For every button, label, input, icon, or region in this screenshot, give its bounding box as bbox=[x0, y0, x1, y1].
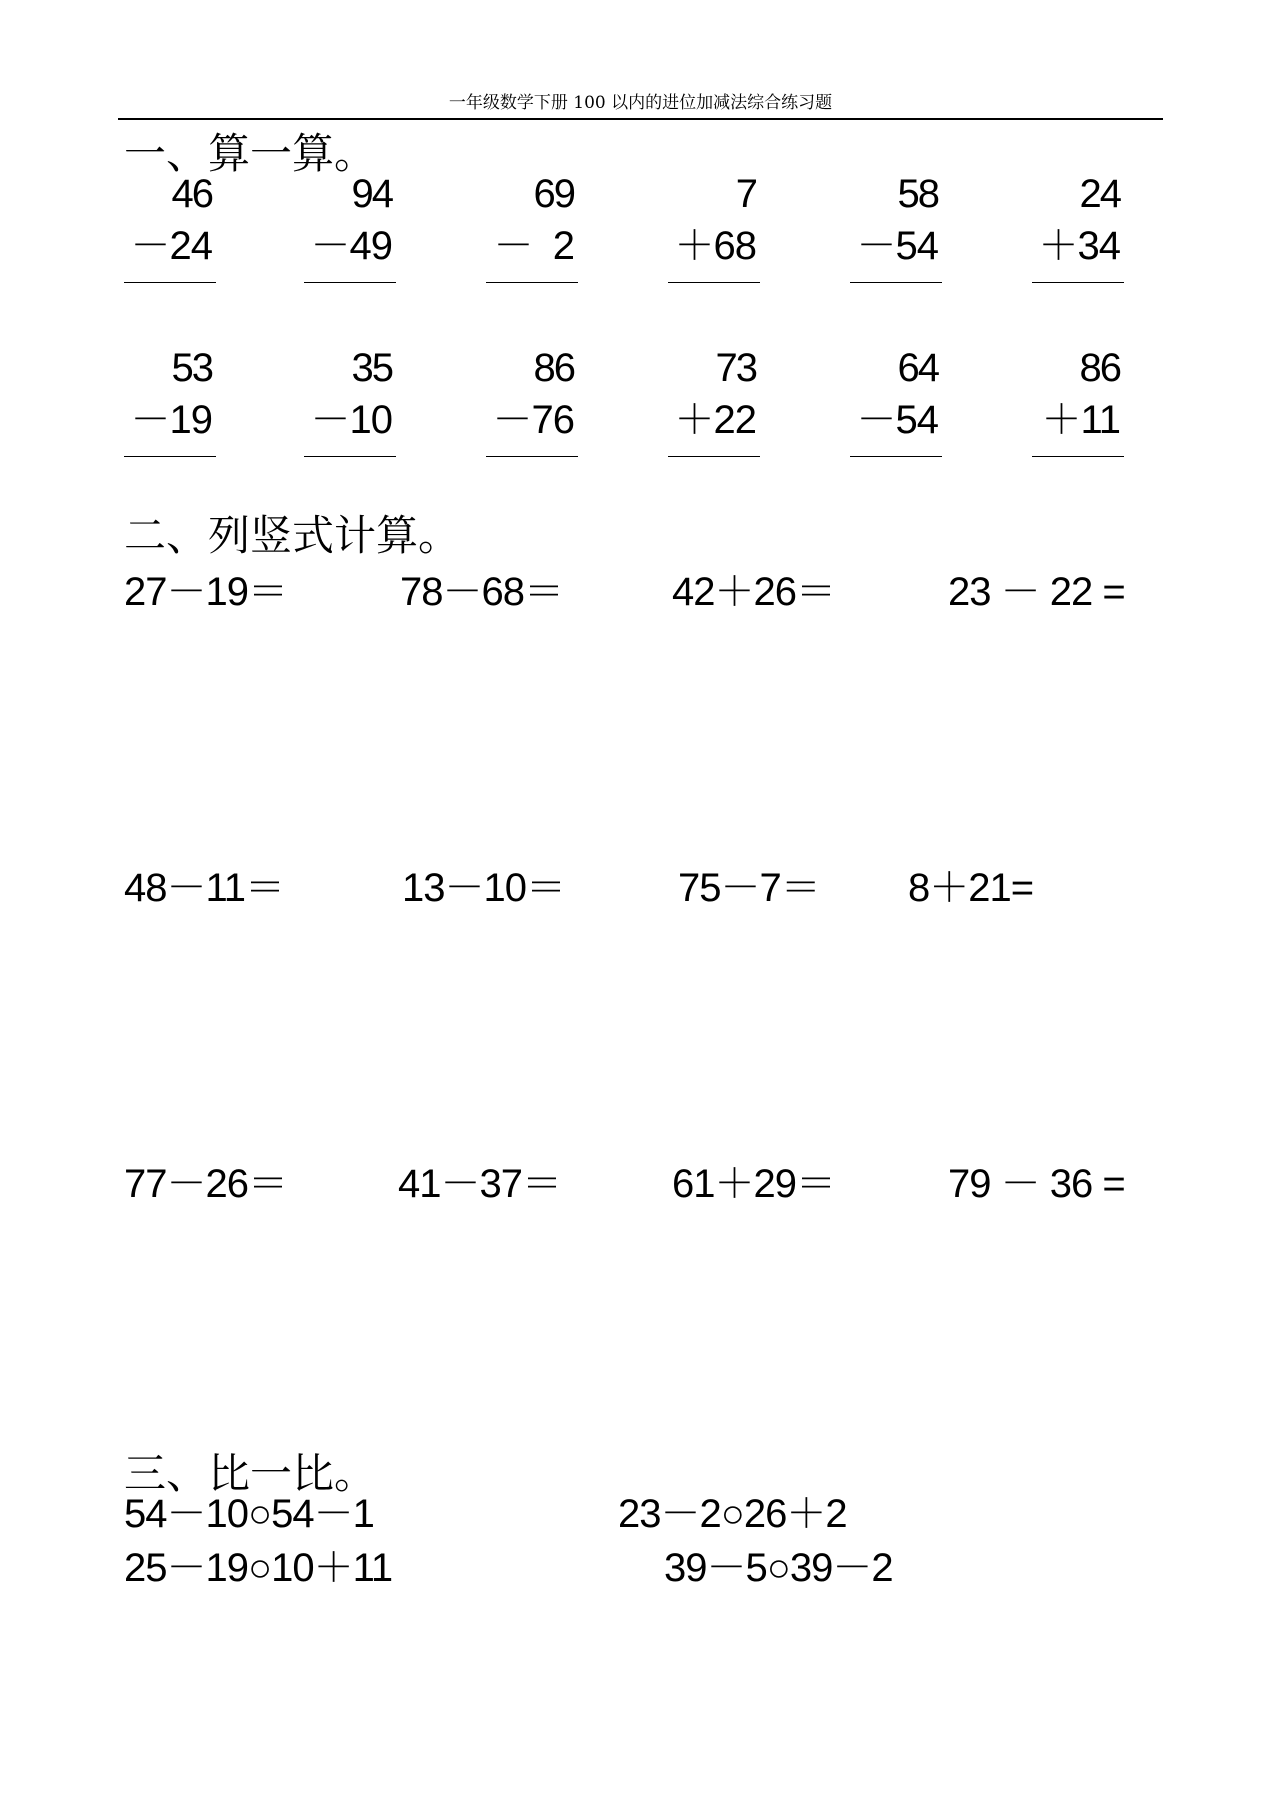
section-title-2: 二、列竖式计算。 bbox=[124, 511, 461, 560]
answer-line bbox=[304, 282, 396, 283]
problem-bottom-operand: －76 bbox=[492, 398, 574, 442]
problem-bottom-operand: －19 bbox=[130, 398, 212, 442]
page-header: 一年级数学下册 100 以内的进位加减法综合练习题 bbox=[118, 92, 1163, 120]
answer-line bbox=[850, 456, 942, 457]
problem-bottom-operand: ＋11 bbox=[1041, 398, 1120, 442]
vertical-problem-7 bbox=[120, 344, 220, 464]
comparison-4: 39－5○39－2 bbox=[664, 1546, 893, 1590]
equation-4: 23 － 22 = bbox=[948, 570, 1125, 614]
problem-bottom-operand: － 2 bbox=[493, 224, 574, 268]
problem-bottom-operand: －49 bbox=[310, 224, 392, 268]
problem-bottom-operand: ＋68 bbox=[674, 224, 756, 268]
problem-top-number: 35 bbox=[351, 346, 392, 390]
equation-1: 27－19＝ bbox=[124, 570, 287, 614]
vertical-problem-1 bbox=[120, 170, 220, 290]
answer-line bbox=[486, 456, 578, 457]
vertical-problem-3 bbox=[482, 170, 582, 290]
section-title-3: 三、比一比。 bbox=[124, 1449, 377, 1498]
answer-line bbox=[304, 456, 396, 457]
problem-bottom-operand: －10 bbox=[310, 398, 392, 442]
equation-7: 75－7＝ bbox=[678, 866, 820, 910]
vertical-problem-4 bbox=[664, 170, 764, 290]
answer-line bbox=[486, 282, 578, 283]
vertical-problem-10 bbox=[664, 344, 764, 464]
problem-top-number: 46 bbox=[171, 172, 212, 216]
equation-12: 79 － 36 = bbox=[948, 1162, 1125, 1206]
problem-top-number: 86 bbox=[1079, 346, 1120, 390]
comparison-2: 23－2○26＋2 bbox=[618, 1492, 847, 1536]
problem-top-number: 64 bbox=[897, 346, 938, 390]
equation-10: 41－37＝ bbox=[398, 1162, 561, 1206]
section-title-1: 一、算一算。 bbox=[124, 129, 377, 178]
answer-line bbox=[850, 282, 942, 283]
problem-top-number: 7 bbox=[735, 172, 756, 216]
equation-8: 8＋21= bbox=[908, 866, 1034, 910]
problem-top-number: 94 bbox=[351, 172, 392, 216]
comparison-3: 25－19○10＋11 bbox=[124, 1546, 393, 1590]
answer-line bbox=[668, 282, 760, 283]
problem-top-number: 24 bbox=[1079, 172, 1120, 216]
answer-line bbox=[1032, 282, 1124, 283]
equation-6: 13－10＝ bbox=[402, 866, 565, 910]
problem-bottom-operand: ＋22 bbox=[674, 398, 756, 442]
answer-line bbox=[668, 456, 760, 457]
vertical-problem-6 bbox=[1028, 170, 1128, 290]
problem-top-number: 86 bbox=[533, 346, 574, 390]
problem-bottom-operand: －24 bbox=[130, 224, 212, 268]
equation-3: 42＋26＝ bbox=[672, 570, 835, 614]
vertical-problem-8 bbox=[300, 344, 400, 464]
problem-top-number: 73 bbox=[715, 346, 756, 390]
equation-5: 48－11＝ bbox=[124, 866, 285, 910]
answer-line bbox=[124, 282, 216, 283]
vertical-problem-5 bbox=[846, 170, 946, 290]
equation-9: 77－26＝ bbox=[124, 1162, 287, 1206]
vertical-problem-12 bbox=[1028, 344, 1128, 464]
problem-bottom-operand: －54 bbox=[856, 224, 938, 268]
problem-top-number: 69 bbox=[533, 172, 574, 216]
problem-bottom-operand: －54 bbox=[856, 398, 938, 442]
problem-bottom-operand: ＋34 bbox=[1038, 224, 1120, 268]
problem-top-number: 58 bbox=[897, 172, 938, 216]
vertical-problem-9 bbox=[482, 344, 582, 464]
vertical-problem-11 bbox=[846, 344, 946, 464]
equation-11: 61＋29＝ bbox=[672, 1162, 835, 1206]
answer-line bbox=[1032, 456, 1124, 457]
answer-line bbox=[124, 456, 216, 457]
equation-2: 78－68＝ bbox=[400, 570, 563, 614]
vertical-problem-2 bbox=[300, 170, 400, 290]
problem-top-number: 53 bbox=[171, 346, 212, 390]
comparison-1: 54－10○54－1 bbox=[124, 1492, 374, 1536]
